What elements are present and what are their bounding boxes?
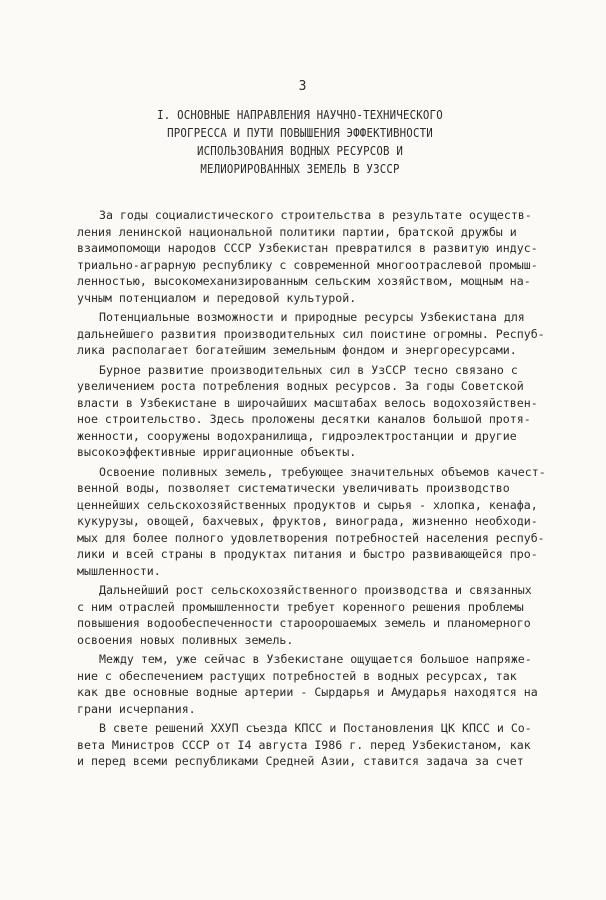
text-line: ние с обеспечением растущих потребностей в водных ресурсах, так (77, 668, 517, 683)
text-line: женности, сооружены водохранилища, гидроэлектростанции и другие (77, 428, 517, 443)
text-line: власти в Узбекистане в широчайших масштабах велось водохозяйствен- (77, 395, 538, 410)
text-line: мышленности. (77, 563, 161, 578)
text-line: как две основные водные артерии - Сырдарья и Амударья находятся на (77, 685, 538, 699)
text-line: грани исчерпания. (77, 701, 196, 716)
paragraph (77, 309, 547, 359)
text-line: освоения новых поливных земель. (77, 632, 294, 647)
title-line: ИСПОЛЬЗОВАНИЯ ВОДНЫХ РЕСУРСОВ И (197, 143, 403, 158)
section-title (128, 106, 472, 178)
text-line: лика располагает богатейшим земельным фондом и энергоресурсами. (77, 343, 517, 357)
title-line: I. ОСНОВНЫЕ НАПРАВЛЕНИЯ НАУЧНО-ТЕХНИЧЕСКОГО (157, 107, 443, 122)
text-line: высокоэффективные ирригационные объекты. (77, 445, 357, 459)
text-line: Бурное развитие производительных сил в УзССР тесно связано с (99, 362, 518, 377)
text-line: увеличением роста потребления водных ресурсов. За годы Советской (77, 379, 524, 393)
text-line: повышения водообеспеченности староорошаемых земель и планомерного (77, 616, 531, 630)
text-line: ценнейших сельскохозяйственных продуктов и сырья - хлопка, кенафа, (77, 497, 538, 512)
text-line: За годы социалистического строительства в результате осуществ- (99, 208, 532, 222)
text-line: ления ленинской национальной политики партии, братской дружбы и (77, 224, 517, 239)
text-line: вета Министров СССР от I4 августа I986 г. перед Узбекистаном, как (77, 737, 531, 752)
text-line: триально-аграрную республику с современной многоотраслевой промыш- (77, 257, 538, 272)
text-line: кукурузы, овощей, бахчевых, фруктов, винограда, жизненно необходи- (77, 514, 538, 528)
text-line: В свете решений XXУП съезда КПСС и Постановления ЦК КПСС и Со- (99, 721, 532, 735)
page-number: 3 (298, 79, 308, 94)
paragraph (77, 582, 547, 648)
text-line: ленностью, высокомеханизированным сельским хозяйством, мощным на- (77, 274, 531, 288)
text-line: Между тем, уже сейчас в Узбекистане ощущается большое напряже- (99, 652, 532, 666)
text-line: мых для более полного удовлетворения потребностей населения респуб- (77, 530, 545, 545)
paragraph (77, 464, 547, 580)
text-line: лики и всей страны в продуктах питания и быстро развивающейся про- (77, 547, 538, 561)
body-text (77, 207, 547, 773)
text-line: взаимопомощи народов СССР Узбекистан превратился в развитую индус- (77, 241, 538, 255)
paragraph (77, 651, 547, 717)
text-line: Потенциальные возможности и природные ресурсы Узбекистана для (99, 310, 525, 324)
paragraph (77, 720, 547, 770)
text-line: дальнейшего развития производительных сил поистине огромны. Респуб- (77, 326, 545, 341)
title-line: МЕЛИОРИРОВАННЫХ ЗЕМЕЛЬ В УЗССР (200, 161, 400, 176)
paragraph (77, 362, 547, 461)
text-line: венной воды, позволяет систематически увеличивать производство (77, 481, 510, 495)
text-line: ное строительство. Здесь проложены десятки каналов большой протя- (77, 412, 531, 426)
text-line: Освоение поливных земель, требующее значительных объемов качест- (99, 464, 546, 479)
text-line: учным потенциалом и передовой культурой. (77, 290, 357, 305)
paragraph (77, 207, 547, 306)
title-line: ПРОГРЕССА И ПУТИ ПОВЫШЕНИЯ ЭФФЕКТИВНОСТИ (167, 125, 433, 140)
text-line: Дальнейший рост сельскохозяйственного производства и связанных (99, 583, 532, 597)
text-line: с ним отраслей промышленности требует коренного решения проблемы (77, 599, 524, 614)
text-line: и перед всеми республиками Средней Азии, ставится задача за счет (77, 754, 524, 768)
